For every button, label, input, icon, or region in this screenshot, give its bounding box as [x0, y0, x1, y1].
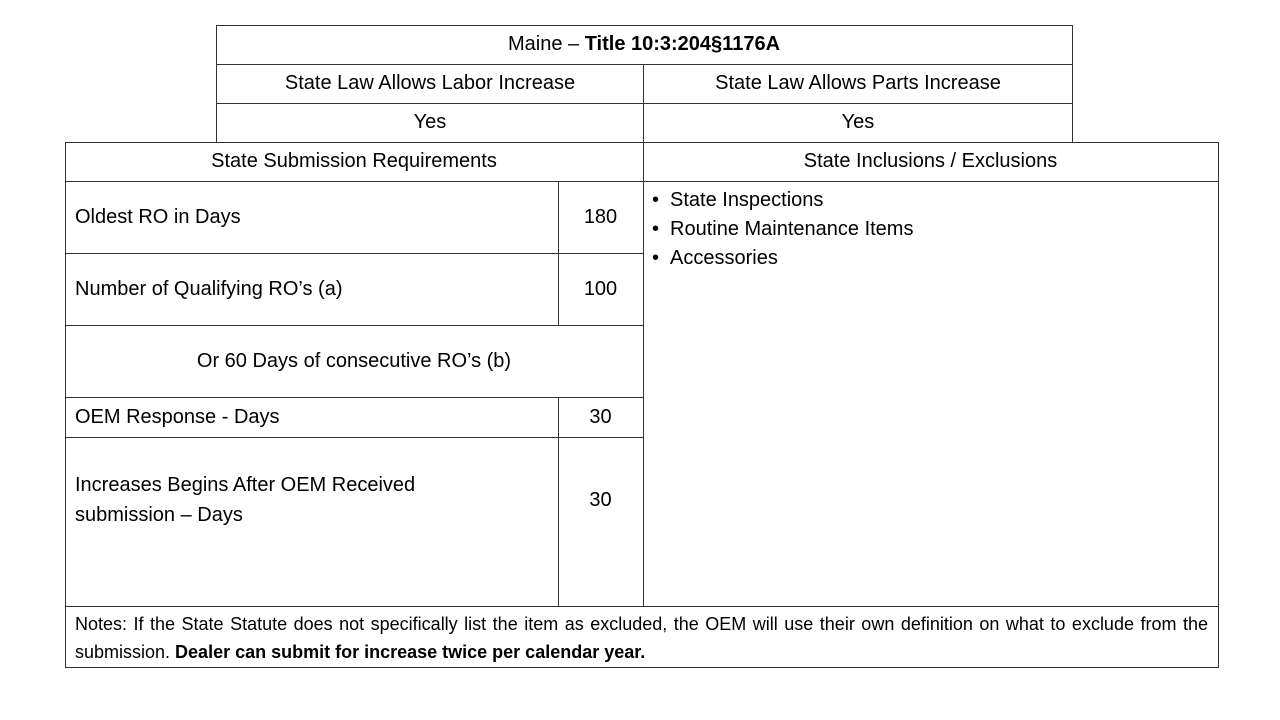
requirement-label-qualifying-ros [65, 253, 558, 325]
divider [216, 25, 1073, 26]
divider [65, 606, 1219, 607]
divider [65, 253, 643, 254]
list-item: • Accessories [650, 244, 1210, 273]
inclusions-list [650, 186, 1210, 273]
parts-increase-value: Yes [841, 111, 875, 133]
state-name: Maine – [507, 33, 585, 55]
divider [216, 64, 1073, 65]
divider [65, 667, 1219, 668]
requirement-label-text: Or 60 Days of consecutive RO’s (b) [196, 349, 512, 372]
divider [65, 142, 66, 668]
requirement-value-oldest-ro [558, 181, 643, 253]
divider [65, 181, 1219, 182]
requirement-consecutive-ros [65, 325, 643, 397]
notes-bold-text: Dealer can submit for increase twice per calendar year. [175, 642, 646, 662]
divider [65, 142, 1219, 143]
requirement-label-text: Oldest RO in Days [75, 205, 241, 228]
notes [65, 610, 1218, 666]
state-title-cell [216, 25, 1072, 64]
submission-requirements-header-label: State Submission Requirements [211, 150, 497, 172]
submission-requirements-header [65, 142, 643, 181]
notes-text: Notes: If the State Statute does not specifically list the item as excluded, the OEM will use their own definition on what to exclude from the submission. [75, 614, 1208, 662]
requirement-label-oldest-ro [65, 181, 558, 253]
labor-increase-header [216, 64, 644, 103]
labor-increase-value-cell [216, 103, 644, 142]
list-item: • State Inspections [650, 186, 1210, 215]
parts-increase-header-label: State Law Allows Parts Increase [715, 72, 1001, 94]
divider [65, 325, 643, 326]
requirement-value-increase-begins [558, 437, 643, 563]
requirement-value-qualifying-ros [558, 253, 643, 325]
divider [643, 64, 644, 606]
requirement-label-text: OEM Response - Days [75, 405, 280, 428]
statute-citation: Title 10:3:204§1176A [584, 33, 781, 55]
labor-increase-header-label: State Law Allows Labor Increase [284, 72, 576, 94]
requirement-label-oem-response [65, 397, 558, 437]
divider [216, 103, 1073, 104]
divider [216, 25, 217, 142]
requirement-label-text: Increases Begins After OEM Received submission – Days [75, 474, 416, 526]
divider [1072, 25, 1073, 142]
requirement-value-text: 180 [583, 205, 618, 228]
requirement-value-text: 100 [583, 277, 618, 300]
inclusions-exclusions-header [643, 142, 1218, 181]
divider [1218, 142, 1219, 668]
parts-increase-header [644, 64, 1072, 103]
requirement-label-increase-begins [65, 437, 485, 563]
divider [558, 181, 559, 325]
list-item: • Routine Maintenance Items [650, 215, 1210, 244]
requirement-value-text: 30 [589, 405, 612, 428]
divider [65, 397, 643, 398]
requirement-label-text: Number of Qualifying RO’s (a) [75, 277, 343, 300]
inclusions-exclusions-header-label: State Inclusions / Exclusions [803, 150, 1058, 172]
divider [65, 437, 643, 438]
state-title [508, 33, 780, 56]
requirement-value-oem-response [558, 397, 643, 437]
labor-increase-value: Yes [413, 111, 447, 133]
parts-increase-value-cell [644, 103, 1072, 142]
divider [558, 397, 559, 606]
requirement-value-text: 30 [589, 488, 612, 511]
